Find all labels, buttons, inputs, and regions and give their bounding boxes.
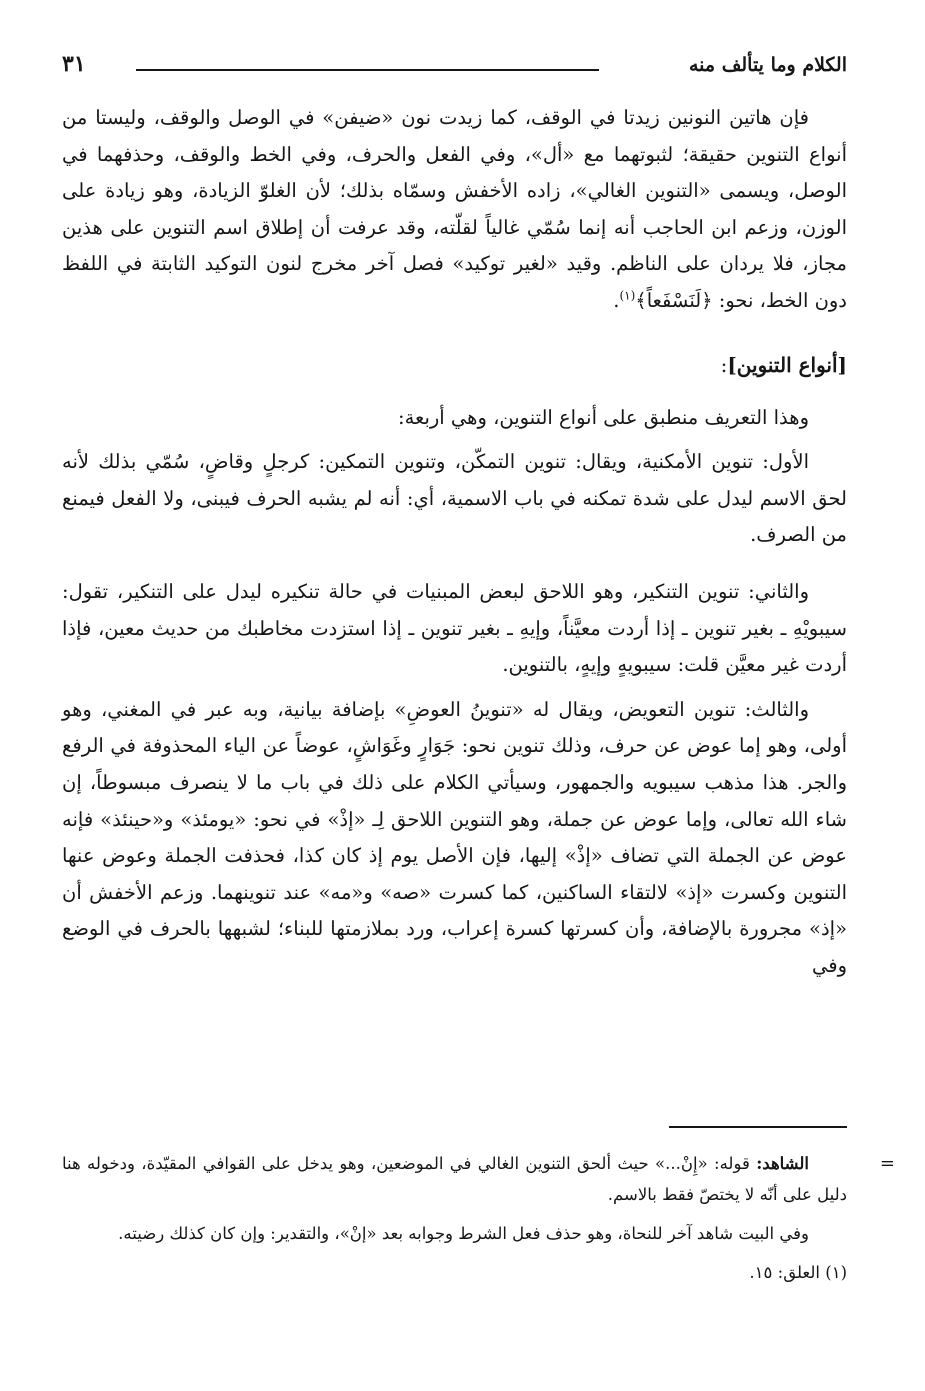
page-number: ٣١ (62, 51, 86, 77)
footnotes (62, 1148, 895, 1288)
paragraph-1-text: فإن هاتين النونين زيدتا في الوقف، كما زيدت نون «ضيفن» في الوصل والوقف، وليستا من أنواع التنوين حقيقة؛ لثبوتهما مع «أل»، وفي الفعل والحرف، وفي الخط والوقف، وحذفهما في الوصل، ويسمى «التنوين الغالي»، زاده الأخفش وسمّاه بذلك؛ لأن الغلوّ الزيادة، وهو زيادة على الوزن، وزعم ابن الحاجب أنه إنما سُمّي غالياً لقلّته، وقد عرفت أن إطلاق اسم التنوين على هذين مجاز، فلا يردان على الناظم. وقيد «لغير توكيد» فصل آخر مخرج لنون التوكيد الثابتة في اللفظ دون الخط، نحو: ﴿لَنَسْفَعاً﴾ (62, 106, 847, 312)
footnote-second: وفي البيت شاهد آخر للنحاة، وهو حذف فعل الشرط وجوابه بعد «إنْ»، والتقدير: وإن كان كذلك رضيته. (118, 1224, 809, 1243)
continuation-mark: = (879, 1153, 895, 1174)
section-heading-text: [أنواع التنوين] (727, 352, 847, 377)
footnote-1: (١) العلق: ١٥. (749, 1263, 847, 1282)
shahid-label: الشاهد: (756, 1154, 809, 1173)
paragraph-5: والثالث: تنوين التعويض، ويقال له «تنوينُ العوضِ» بإضافة بيانية، وبه عبر في المغني، وهو أولى، وهو إما عوض عن حرف، وذلك تنوين نحو: جَوَارٍ وغَوَاشٍ، عوضاً عن الياء المحذوفة في الرفع والجر. هذا مذهب سيبويه والجمهور، وسيأتي الكلام على ذلك في باب ما لا ينصرف مبسوطاً، إن شاء الله تعالى، وإما عوض عن جملة، وهو التنوين اللاحق لِـ «إذْ» في نحو: «يومئذ» و«حينئذ» فإنه عوض عن الجملة التي تضاف «إذْ» إليها، فإن الأصل يوم إذ كان كذا، فحذفت الجملة وعوض عنها التنوين وكسرت «إذ» لالتقاء الساكنين، كما كسرت «صه» و«مه» عند تنوينهما. وزعم الأخفش أن «إذ» مجرورة بالإضافة، وأن كسرتها كسرة إعراب، ورد بملازمتها للبناء؛ لشبهها بالحرف في الوضع وفي (62, 697, 847, 977)
section-heading-colon: : (720, 352, 728, 377)
main-text (62, 100, 847, 984)
paragraph-2: وهذا التعريف منطبق على أنواع التنوين، وهي أربعة: (398, 405, 809, 429)
section-heading (62, 348, 847, 382)
footnote-reference: (١) (619, 288, 636, 303)
running-header (62, 52, 847, 82)
shahid-text: قوله: «إِنْ...» حيث ألحق التنوين الغالي في الموضعين، وهو يدخل على القوافي المقيّدة، ودخوله هنا دليل على أنّه لا يختصّ فقط بالاسم. (62, 1154, 847, 1204)
paragraph-3: الأول: تنوين الأمكنية، ويقال: تنوين التمكّن، وتنوين التمكين: كرجلٍ وقاضٍ، سُمّي بذلك لأنه لحق الاسم ليدل على شدة تمكنه في باب الاسمية، أي: أنه لم يشبه الحرف فيبنى، ولا الفعل فيمنع من الصرف. (62, 450, 847, 547)
paragraph-1-end: . (613, 288, 620, 312)
paragraph-4: والثاني: تنوين التنكير، وهو اللاحق لبعض المبنيات في حالة تنكيره ليدل على التنكير، تقول: سيبويْهِ ـ بغير تنوين ـ إذا أردت معيَّناً، وإيهِ ـ بغير تنوين ـ إذا استزدت مخاطبك من حديث معين، فإذا أردت غير معيَّن قلت: سيبويهٍ وإيهٍ، بالتنوين. (62, 579, 847, 677)
footnote-shahid (62, 1148, 895, 1210)
header-rule (136, 69, 599, 71)
paragraph-1 (62, 100, 847, 320)
footnote-separator (669, 1126, 847, 1128)
chapter-title: الكلام وما يتألف منه (683, 52, 847, 78)
